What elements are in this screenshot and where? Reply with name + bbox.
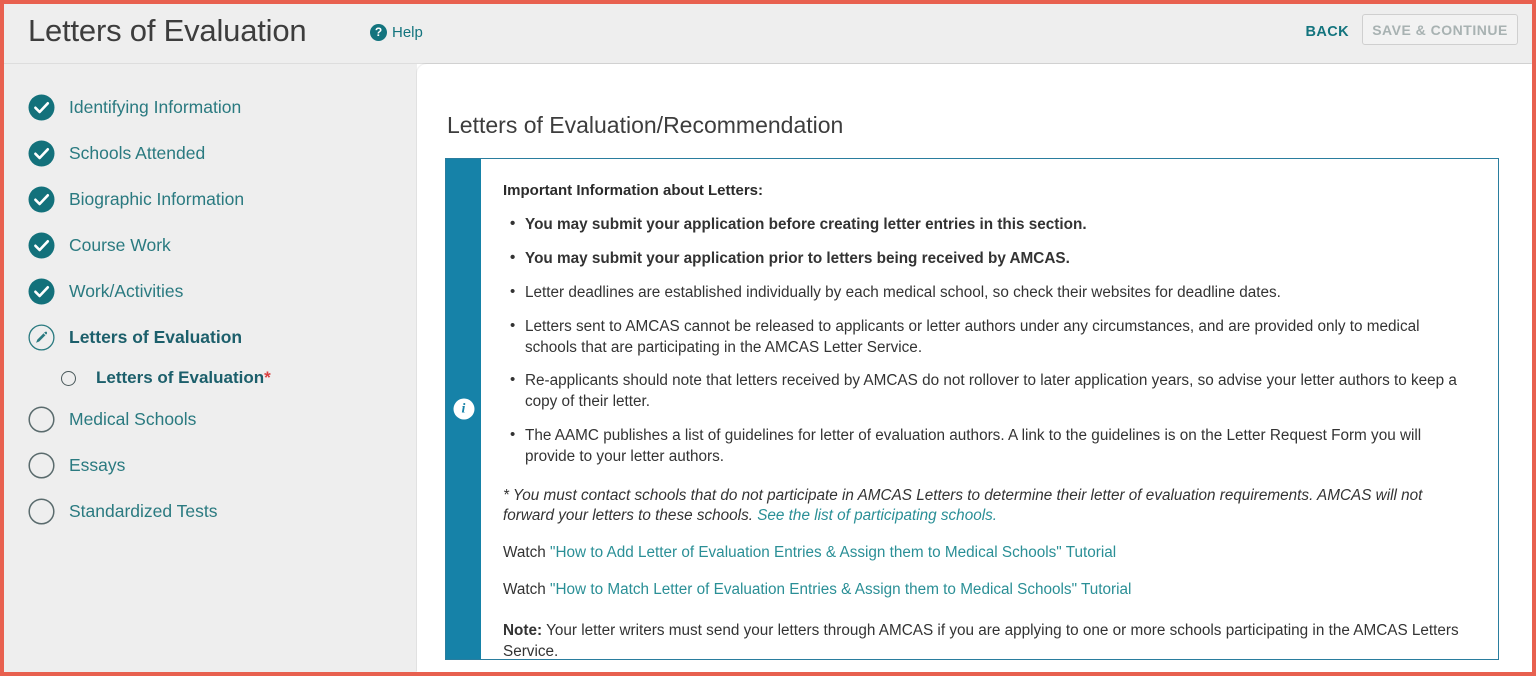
sidebar-item-standardized-tests[interactable] xyxy=(4,488,417,534)
info-panel-body xyxy=(481,159,1498,659)
important-information-panel xyxy=(445,158,1499,660)
back-button[interactable]: BACK xyxy=(1300,20,1356,44)
info-bullet-list xyxy=(503,215,1474,467)
watch-add-tutorial-line xyxy=(503,543,1474,564)
sidebar-item-label: Standardized Tests xyxy=(69,500,218,521)
info-accent-bar xyxy=(446,159,481,659)
list-item: • Letters sent to AMCAS cannot be released to applicants or letter authors under any circumstances, and are provided only to medical schools that are participating in the AMCAS Letter Service. xyxy=(525,317,1474,359)
sidebar-item-label: Essays xyxy=(69,454,126,475)
empty-circle-icon xyxy=(28,498,55,525)
list-item: • You may submit your application before creating letter entries in this section. xyxy=(525,215,1474,236)
sidebar-item-identifying-information[interactable] xyxy=(4,84,417,130)
help-link[interactable] xyxy=(370,24,423,41)
main-content-card xyxy=(417,64,1532,672)
question-circle-icon: ? xyxy=(370,24,387,41)
info-circle-icon: i xyxy=(453,399,474,420)
sidebar-subitem-text: Letters of Evaluation xyxy=(96,368,265,387)
note-label: Note: xyxy=(503,621,543,639)
check-circle-icon xyxy=(28,94,55,121)
page-title: Letters of Evaluation xyxy=(28,13,307,48)
sidebar-item-label: Letters of Evaluation xyxy=(69,326,243,347)
list-item: • Re-applicants should note that letters received by AMCAS do not rollover to later application years, so advise your letter authors to keep a copy of their letter. xyxy=(525,371,1474,413)
help-label: Help xyxy=(392,24,423,41)
list-item: • The AAMC publishes a list of guidelines for letter of evaluation authors. A link to the guidelines is on the Letter Request Form you will provide to your letter authors. xyxy=(525,426,1474,468)
sidebar-item-label: Course Work xyxy=(69,234,171,255)
sidebar-item-label: Work/Activities xyxy=(69,280,184,301)
section-heading: Letters of Evaluation/Recommendation xyxy=(447,112,844,138)
sidebar-item-biographic-information[interactable] xyxy=(4,176,417,222)
note-text: * You must contact schools that do not participate in AMCAS Letters to determine their letter of evaluation requirements. AMCAS will not forward your letters to these schools. xyxy=(503,486,1423,525)
amcas-letters-note xyxy=(503,621,1474,659)
non-participating-schools-note xyxy=(503,486,1474,528)
check-circle-icon xyxy=(28,232,55,259)
check-circle-icon xyxy=(28,140,55,167)
required-marker: * xyxy=(264,368,271,387)
watch-prefix: Watch xyxy=(503,580,551,598)
list-item: • You may submit your application prior to letters being received by AMCAS. xyxy=(525,249,1474,270)
progress-sidebar xyxy=(4,64,417,672)
watch-prefix: Watch xyxy=(503,544,551,562)
participating-schools-link[interactable]: See the list of participating schools. xyxy=(757,507,998,525)
sidebar-item-schools-attended[interactable] xyxy=(4,130,417,176)
check-circle-icon xyxy=(28,278,55,305)
save-and-continue-button[interactable]: SAVE & CONTINUE xyxy=(1362,14,1518,45)
empty-circle-icon xyxy=(28,452,55,479)
sidebar-item-label: Biographic Information xyxy=(69,188,245,209)
sidebar-subitem-letters-of-evaluation[interactable] xyxy=(4,360,417,396)
watch-match-tutorial-line xyxy=(503,580,1474,601)
sidebar-item-label: Schools Attended xyxy=(69,142,206,163)
check-circle-icon xyxy=(28,186,55,213)
pencil-circle-icon xyxy=(28,324,55,351)
sidebar-item-label: Medical Schools xyxy=(69,408,197,429)
sidebar-item-work-activities[interactable] xyxy=(4,268,417,314)
info-panel-title: Important Information about Letters: xyxy=(503,182,763,199)
sidebar-item-course-work[interactable] xyxy=(4,222,417,268)
sidebar-item-label: Identifying Information xyxy=(69,96,242,117)
add-letter-tutorial-link[interactable]: "How to Add Letter of Evaluation Entries & Assign them to Medical Schools" Tutorial xyxy=(550,544,1117,562)
sidebar-subitem-label xyxy=(96,368,271,388)
list-item: • Letter deadlines are established individually by each medical school, so check their websites for deadline dates. xyxy=(525,283,1474,304)
note-body: Your letter writers must send your letters through AMCAS if you are applying to one or more schools participating in the AMCAS Letters Service. xyxy=(503,621,1459,659)
sidebar-item-essays[interactable] xyxy=(4,442,417,488)
sidebar-item-medical-schools[interactable] xyxy=(4,396,417,442)
page-header xyxy=(4,4,1532,64)
sidebar-item-letters-of-evaluation[interactable] xyxy=(4,314,417,360)
empty-circle-icon xyxy=(61,371,76,386)
match-letter-tutorial-link[interactable]: "How to Match Letter of Evaluation Entries & Assign them to Medical Schools" Tutorial xyxy=(550,580,1132,598)
empty-circle-icon xyxy=(28,406,55,433)
